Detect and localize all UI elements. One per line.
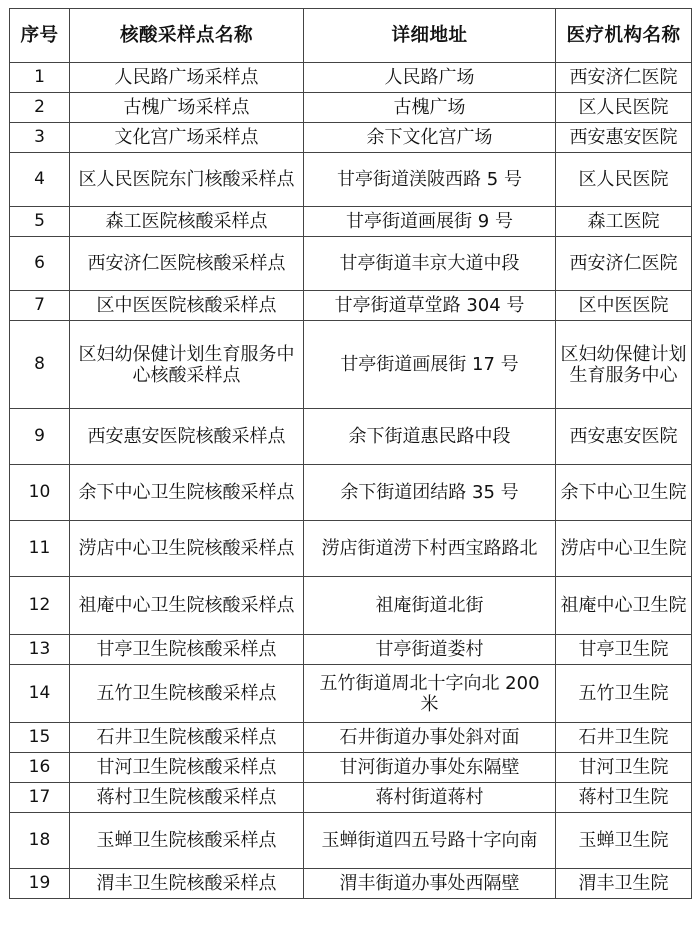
table-row: [10, 665, 692, 723]
row-address: 甘河街道办事处东隔壁: [304, 753, 556, 783]
row-address: 甘亭街道渼陂西路 5 号: [304, 153, 556, 207]
row-address: 余下文化宫广场: [304, 123, 556, 153]
row-address: 甘亭街道丰京大道中段: [304, 237, 556, 291]
row-address: 玉蝉街道四五号路十字向南: [304, 813, 556, 869]
table-row: [10, 723, 692, 753]
row-address: 甘亭街道画展街 9 号: [304, 207, 556, 237]
row-address: 蒋村街道蒋村: [304, 783, 556, 813]
row-site-name: 西安济仁医院核酸采样点: [70, 237, 304, 291]
row-index: 15: [10, 723, 70, 753]
row-org-name: 西安惠安医院: [556, 409, 692, 465]
row-org-name: 涝店中心卫生院: [556, 521, 692, 577]
row-org-name: 石井卫生院: [556, 723, 692, 753]
row-site-name: 玉蝉卫生院核酸采样点: [70, 813, 304, 869]
row-site-name: 蒋村卫生院核酸采样点: [70, 783, 304, 813]
row-org-name: 区人民医院: [556, 93, 692, 123]
row-index: 5: [10, 207, 70, 237]
row-site-name: 西安惠安医院核酸采样点: [70, 409, 304, 465]
row-index: 3: [10, 123, 70, 153]
table-row: [10, 63, 692, 93]
row-site-name: 甘河卫生院核酸采样点: [70, 753, 304, 783]
row-site-name: 文化宫广场采样点: [70, 123, 304, 153]
row-index: 16: [10, 753, 70, 783]
row-index: 2: [10, 93, 70, 123]
table-row: [10, 753, 692, 783]
row-index: 9: [10, 409, 70, 465]
table-row: [10, 465, 692, 521]
row-index: 11: [10, 521, 70, 577]
row-site-name: 古槐广场采样点: [70, 93, 304, 123]
row-org-name: 区中医医院: [556, 291, 692, 321]
table-body: [10, 63, 692, 899]
row-site-name: 石井卫生院核酸采样点: [70, 723, 304, 753]
row-org-name: 祖庵中心卫生院: [556, 577, 692, 635]
table-row: [10, 321, 692, 409]
table-row: [10, 635, 692, 665]
table-row: [10, 207, 692, 237]
row-org-name: 五竹卫生院: [556, 665, 692, 723]
row-site-name: 祖庵中心卫生院核酸采样点: [70, 577, 304, 635]
table-row: [10, 869, 692, 899]
table-row: [10, 237, 692, 291]
row-site-name: 区中医医院核酸采样点: [70, 291, 304, 321]
row-index: 12: [10, 577, 70, 635]
row-index: 17: [10, 783, 70, 813]
header-org-name: 医疗机构名称: [556, 9, 692, 63]
row-org-name: 蒋村卫生院: [556, 783, 692, 813]
row-address: 人民路广场: [304, 63, 556, 93]
table-row: [10, 93, 692, 123]
table-row: [10, 813, 692, 869]
row-org-name: 甘河卫生院: [556, 753, 692, 783]
row-address: 五竹街道周北十字向北 200 米: [304, 665, 556, 723]
row-index: 19: [10, 869, 70, 899]
row-index: 10: [10, 465, 70, 521]
table-row: [10, 521, 692, 577]
row-site-name: 五竹卫生院核酸采样点: [70, 665, 304, 723]
header-address: 详细地址: [304, 9, 556, 63]
row-address: 古槐广场: [304, 93, 556, 123]
row-site-name: 余下中心卫生院核酸采样点: [70, 465, 304, 521]
row-site-name: 区妇幼保健计划生育服务中心核酸采样点: [70, 321, 304, 409]
row-org-name: 余下中心卫生院: [556, 465, 692, 521]
row-address: 余下街道惠民路中段: [304, 409, 556, 465]
row-address: 余下街道团结路 35 号: [304, 465, 556, 521]
table-row: [10, 291, 692, 321]
row-org-name: 西安惠安医院: [556, 123, 692, 153]
row-address: 甘亭街道画展街 17 号: [304, 321, 556, 409]
row-index: 7: [10, 291, 70, 321]
row-org-name: 区妇幼保健计划生育服务中心: [556, 321, 692, 409]
row-org-name: 甘亭卫生院: [556, 635, 692, 665]
row-address: 涝店街道涝下村西宝路路北: [304, 521, 556, 577]
row-address: 甘亭街道草堂路 304 号: [304, 291, 556, 321]
row-index: 8: [10, 321, 70, 409]
row-index: 4: [10, 153, 70, 207]
row-org-name: 森工医院: [556, 207, 692, 237]
row-index: 14: [10, 665, 70, 723]
row-org-name: 渭丰卫生院: [556, 869, 692, 899]
row-address: 祖庵街道北街: [304, 577, 556, 635]
row-site-name: 渭丰卫生院核酸采样点: [70, 869, 304, 899]
row-site-name: 人民路广场采样点: [70, 63, 304, 93]
row-address: 渭丰街道办事处西隔壁: [304, 869, 556, 899]
row-site-name: 甘亭卫生院核酸采样点: [70, 635, 304, 665]
header-index: 序号: [10, 9, 70, 63]
row-index: 18: [10, 813, 70, 869]
header-site-name: 核酸采样点名称: [70, 9, 304, 63]
sampling-sites-table: [9, 8, 692, 899]
row-org-name: 玉蝉卫生院: [556, 813, 692, 869]
row-site-name: 涝店中心卫生院核酸采样点: [70, 521, 304, 577]
row-index: 1: [10, 63, 70, 93]
row-address: 石井街道办事处斜对面: [304, 723, 556, 753]
row-org-name: 区人民医院: [556, 153, 692, 207]
row-index: 6: [10, 237, 70, 291]
table-row: [10, 153, 692, 207]
row-site-name: 森工医院核酸采样点: [70, 207, 304, 237]
table-row: [10, 577, 692, 635]
row-org-name: 西安济仁医院: [556, 237, 692, 291]
table-row: [10, 123, 692, 153]
table-row: [10, 409, 692, 465]
row-org-name: 西安济仁医院: [556, 63, 692, 93]
row-address: 甘亭街道娄村: [304, 635, 556, 665]
table-row: [10, 783, 692, 813]
table-header-row: [10, 9, 692, 63]
row-index: 13: [10, 635, 70, 665]
row-site-name: 区人民医院东门核酸采样点: [70, 153, 304, 207]
